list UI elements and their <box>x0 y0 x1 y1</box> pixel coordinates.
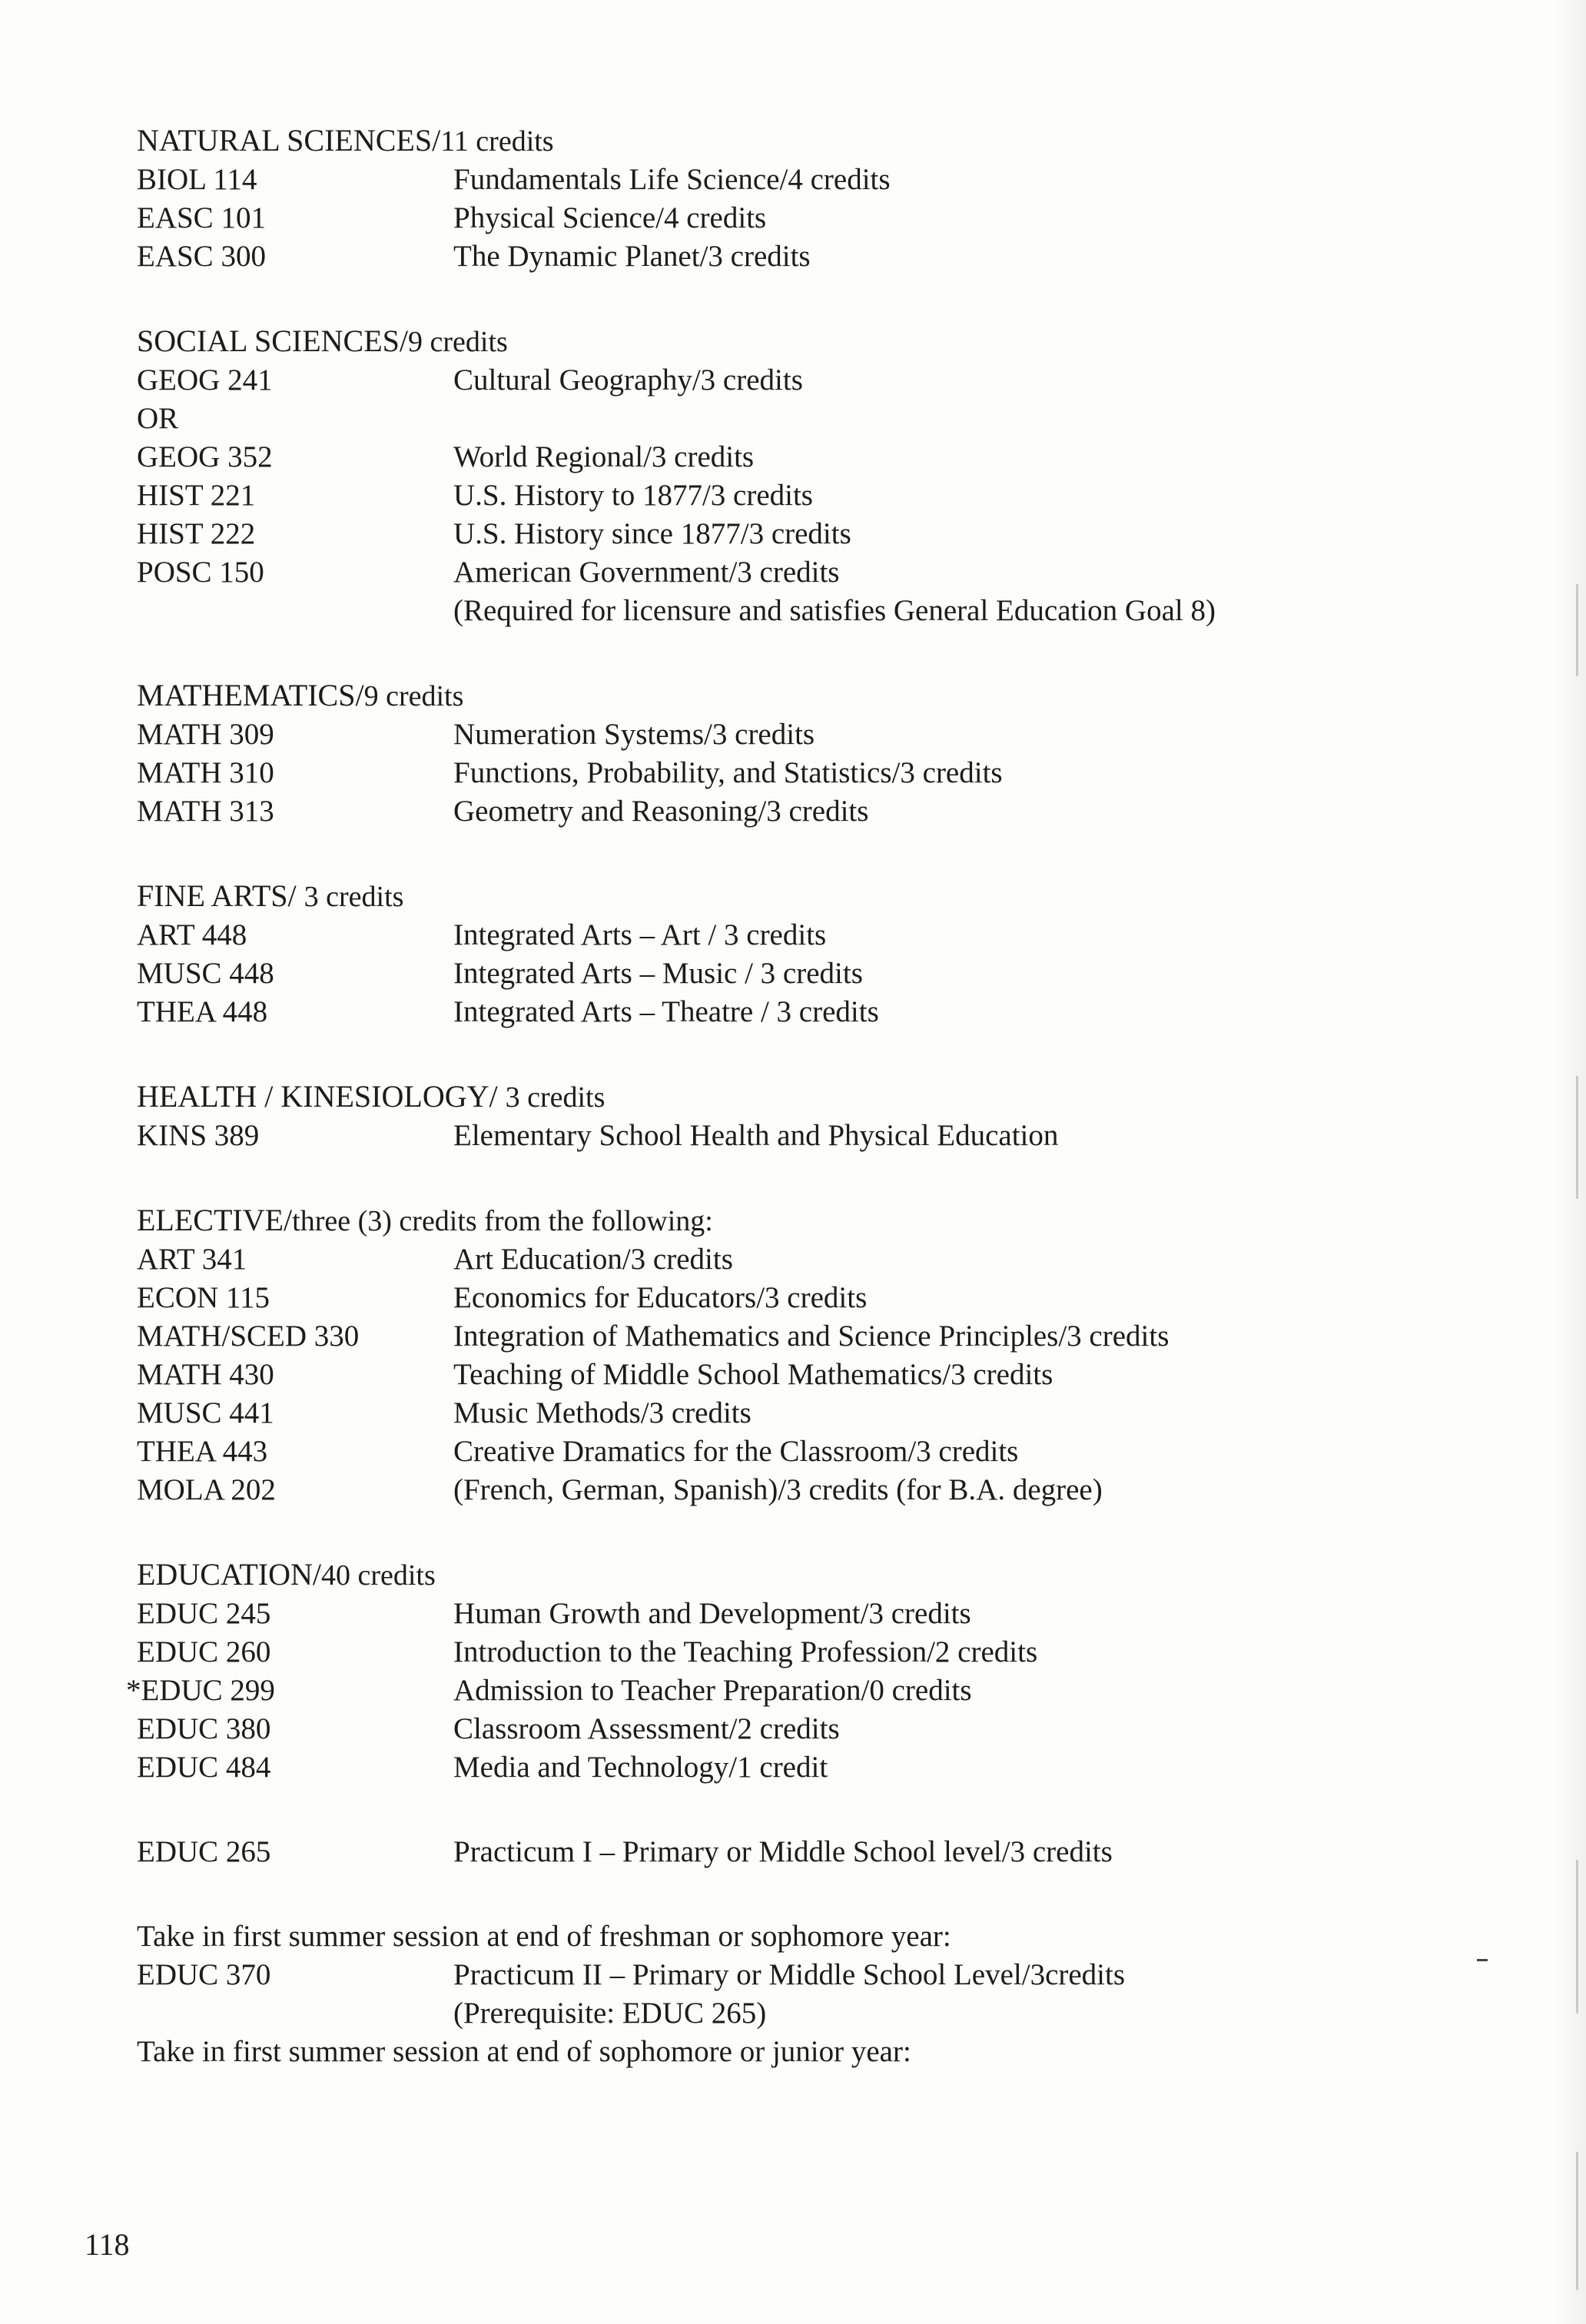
course-row <box>137 1317 1335 1356</box>
section-heading <box>137 1555 1335 1595</box>
course-description: The Dynamic Planet/3 credits <box>453 240 811 273</box>
section-heading <box>137 877 1335 916</box>
course-code: MATH 430 <box>137 1358 274 1391</box>
course-code: EDUC 260 <box>137 1635 271 1668</box>
course-description: Integration of Mathematics and Science Principles/3 credits <box>453 1320 1170 1353</box>
course-row <box>137 1394 1335 1433</box>
course-code-starred: *EDUC 299 <box>126 1674 275 1707</box>
course-description: Admission to Teacher Preparation/0 credits <box>453 1674 972 1707</box>
course-row <box>137 916 1335 954</box>
section-credits: 9 credits <box>363 680 464 712</box>
section-credits: three (3) credits from the following: <box>292 1205 713 1237</box>
course-description: Functions, Probability, and Statistics/3 credits <box>453 756 1003 789</box>
course-description: Practicum I – Primary or Middle School level/3 credits <box>453 1835 1113 1868</box>
course-code: THEA 443 <box>137 1435 268 1468</box>
page-edge-mark <box>1576 2152 1578 2290</box>
page-edge-mark <box>1576 584 1578 676</box>
section-social-sciences <box>137 322 1335 630</box>
course-row <box>137 1356 1335 1394</box>
course-description: (French, German, Spanish)/3 credits (for B.A. degree) <box>453 1473 1103 1506</box>
course-code: BIOL 114 <box>137 163 257 196</box>
course-description: U.S. History to 1877/3 credits <box>453 479 813 512</box>
course-code: MATH 309 <box>137 718 274 751</box>
course-row <box>137 715 1335 754</box>
course-description: American Government/3 credits <box>453 556 840 589</box>
course-row <box>137 1279 1335 1317</box>
summer-session-note: Take in first summer session at end of freshman or sophomore year: <box>137 1920 951 1953</box>
course-code: MATH 313 <box>137 795 274 828</box>
licensure-note: (Required for licensure and satisfies General Education Goal 8) <box>453 594 1216 627</box>
section-title: EDUCATION/ <box>137 1557 321 1592</box>
course-description: Music Methods/3 credits <box>453 1396 752 1429</box>
course-description: Elementary School Health and Physical Education <box>453 1119 1059 1152</box>
course-code: EDUC 245 <box>137 1597 271 1630</box>
section-title: FINE ARTS/ <box>137 878 297 913</box>
course-code: MATH 310 <box>137 756 274 789</box>
section-credits: 3 credits <box>505 1081 606 1114</box>
course-row <box>137 199 1335 237</box>
course-row <box>137 754 1335 792</box>
course-requirements <box>126 121 1335 2117</box>
course-description: Physical Science/4 credits <box>453 201 767 234</box>
section-education <box>126 1555 1335 2071</box>
section-heading <box>137 322 1335 361</box>
course-description: Numeration Systems/3 credits <box>453 718 815 751</box>
course-description: Media and Technology/1 credit <box>453 1751 828 1784</box>
course-code: MUSC 448 <box>137 957 274 990</box>
course-code: EASC 101 <box>137 201 266 234</box>
section-credits: 11 credits <box>440 125 554 158</box>
course-row <box>137 1748 1335 1787</box>
summer-session-note: Take in first summer session at end of sophomore or junior year: <box>137 2035 911 2068</box>
course-code: POSC 150 <box>137 556 264 589</box>
course-code: EDUC 265 <box>137 1835 271 1868</box>
course-row <box>137 1433 1335 1471</box>
section-title: NATURAL SCIENCES/ <box>137 123 441 158</box>
page-edge-mark <box>1576 1076 1578 1199</box>
course-row <box>137 1833 1335 1871</box>
course-row <box>137 792 1335 831</box>
course-description: U.S. History since 1877/3 credits <box>453 517 851 550</box>
course-description: Integrated Arts – Music / 3 credits <box>453 957 863 990</box>
course-code: EDUC 380 <box>137 1712 271 1745</box>
course-row <box>137 954 1335 993</box>
course-description: Economics for Educators/3 credits <box>453 1281 868 1314</box>
course-code: GEOG 241 <box>137 364 273 397</box>
course-description: Introduction to the Teaching Profession/2 credits <box>453 1635 1038 1668</box>
course-description: Art Education/3 credits <box>453 1243 733 1276</box>
course-description: Integrated Arts – Theatre / 3 credits <box>453 995 879 1028</box>
course-code: ART 448 <box>137 918 247 951</box>
section-credits: 9 credits <box>408 326 508 358</box>
course-code: EASC 300 <box>137 240 266 273</box>
course-row <box>137 438 1335 476</box>
course-row <box>137 1117 1335 1155</box>
page-number: 118 <box>85 2227 130 2262</box>
margin-dash-mark <box>1477 1959 1488 1961</box>
course-row <box>137 161 1335 199</box>
section-heading <box>137 1077 1335 1117</box>
spacer <box>137 1871 1335 1917</box>
course-description: World Regional/3 credits <box>453 440 755 473</box>
section-health-kinesiology <box>137 1077 1335 1155</box>
course-description: Geometry and Reasoning/3 credits <box>453 795 869 828</box>
section-title: SOCIAL SCIENCES/ <box>137 324 409 358</box>
course-row <box>137 237 1335 276</box>
course-description: Fundamentals Life Science/4 credits <box>453 163 891 196</box>
page-edge-mark <box>1576 1860 1578 2014</box>
section-mathematics <box>137 676 1335 831</box>
course-code: EDUC 484 <box>137 1751 271 1784</box>
course-code: HIST 221 <box>137 479 256 512</box>
course-code: THEA 448 <box>137 995 268 1028</box>
course-code: MATH/SCED 330 <box>137 1320 360 1353</box>
section-title: MATHEMATICS/ <box>137 678 364 712</box>
course-description: Creative Dramatics for the Classroom/3 credits <box>453 1435 1019 1468</box>
section-heading <box>137 1201 1335 1240</box>
section-heading <box>137 676 1335 715</box>
course-description: Classroom Assessment/2 credits <box>453 1712 840 1745</box>
course-row <box>137 1710 1335 1748</box>
prerequisite-note: (Prerequisite: EDUC 265) <box>453 1997 767 2030</box>
section-natural-sciences <box>137 121 1335 276</box>
course-description: Integrated Arts – Art / 3 credits <box>453 918 827 951</box>
section-elective <box>137 1201 1335 1509</box>
course-row <box>137 1633 1335 1672</box>
course-row <box>137 1595 1335 1633</box>
course-row <box>137 361 1335 400</box>
course-code: MUSC 441 <box>137 1396 274 1429</box>
course-code: ART 341 <box>137 1243 247 1276</box>
course-row <box>137 993 1335 1031</box>
course-row <box>137 1240 1335 1279</box>
or-label: OR <box>137 402 179 435</box>
course-row <box>137 553 1335 592</box>
course-description: Practicum II – Primary or Middle School Level/3credits <box>453 1958 1126 1991</box>
course-row <box>137 476 1335 515</box>
section-title: ELECTIVE/ <box>137 1203 293 1237</box>
course-description: Teaching of Middle School Mathematics/3 credits <box>453 1358 1053 1391</box>
course-code <box>126 1672 453 1710</box>
course-code: KINS 389 <box>137 1119 260 1152</box>
course-code: GEOG 352 <box>137 440 273 473</box>
section-heading <box>137 121 1335 161</box>
course-code: ECON 115 <box>137 1281 270 1314</box>
spacer <box>137 1787 1335 1833</box>
course-code: MOLA 202 <box>137 1473 276 1506</box>
section-title: HEALTH / KINESIOLOGY/ <box>137 1079 498 1114</box>
section-credits: 40 credits <box>320 1559 436 1592</box>
course-code: EDUC 370 <box>137 1958 271 1991</box>
section-credits: 3 credits <box>304 881 404 913</box>
section-fine-arts <box>137 877 1335 1031</box>
course-description: Human Growth and Development/3 credits <box>453 1597 971 1630</box>
course-row <box>137 1471 1335 1509</box>
course-description: Cultural Geography/3 credits <box>453 364 803 397</box>
course-row <box>126 1672 1335 1710</box>
course-row <box>137 1956 1335 1994</box>
page-edge-shadow <box>1555 0 1586 2324</box>
course-code: HIST 222 <box>137 517 256 550</box>
course-row <box>137 515 1335 553</box>
